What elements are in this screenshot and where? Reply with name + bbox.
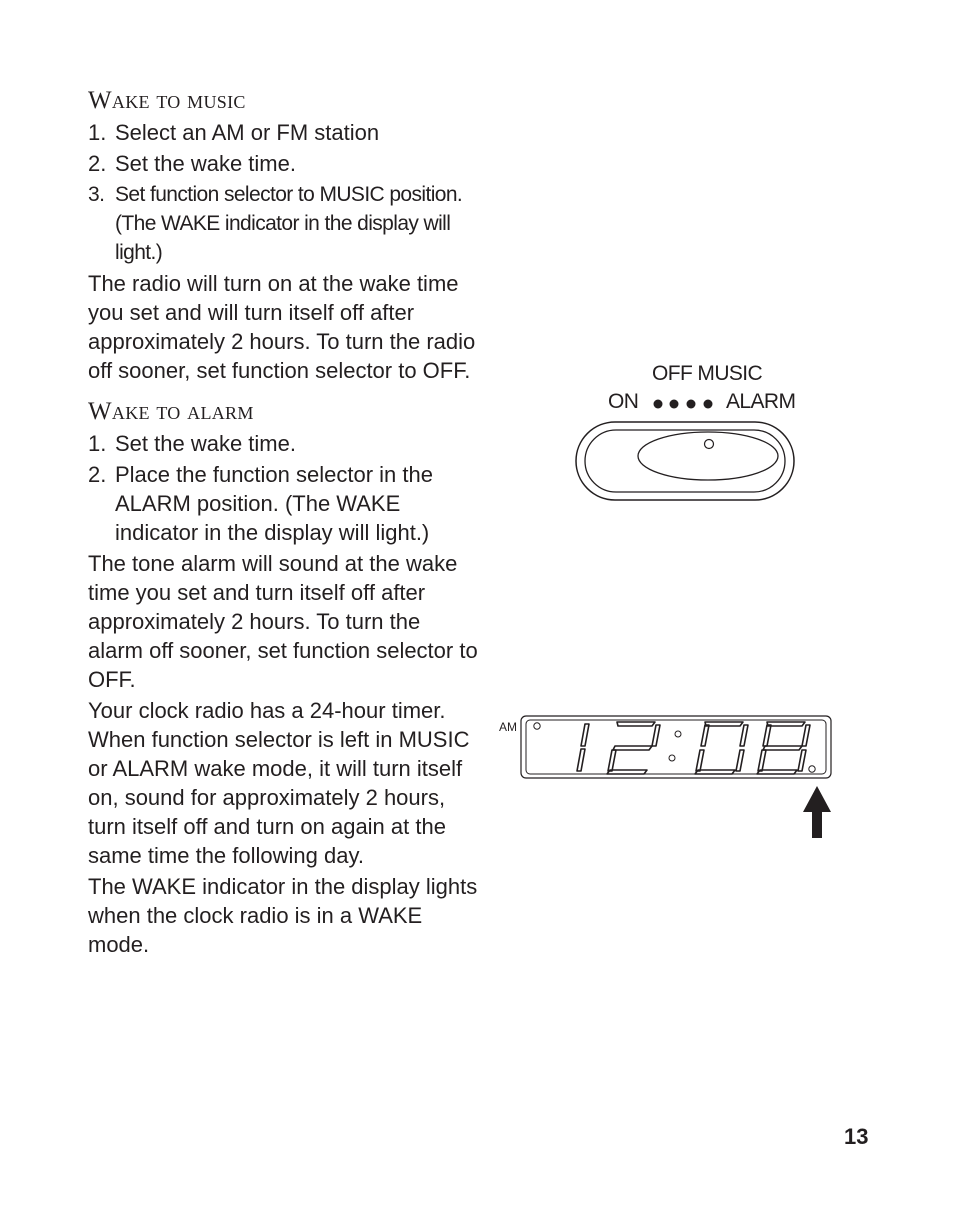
step-text: Set function selector to MUSIC position. (The WAKE indicator in the display will light.) [115,183,463,264]
step-number: 3. [88,183,105,206]
text-column [88,86,478,961]
list-item [88,118,478,147]
list-item [88,429,478,458]
digit-1 [577,724,589,771]
selector-label-off-music: OFF MUSIC [652,362,763,385]
step-number: 2. [88,151,107,176]
selector-label-alarm: ALARM [726,390,796,413]
colon-dot-bottom [669,755,675,761]
section-heading-wake-to-alarm: Wake to alarm [88,398,254,425]
function-selector-illustration [560,390,810,510]
digit-0 [695,722,748,774]
selector-label-on: ON [608,390,639,413]
list-item [88,149,478,178]
steps-wake-to-alarm [88,429,478,547]
step-text: Select an AM or FM station [115,120,380,145]
page-number: 13 [844,1124,869,1149]
step-number: 1. [88,431,107,456]
paragraph: The radio will turn on at the wake time you set and will turn itself off after approximately 2 hours. To turn the radio off sooner, set function selector to OFF. [88,271,476,383]
step-number: 1. [88,120,107,145]
paragraph: The WAKE indicator in the display lights when the clock radio is in a WAKE mode. [88,874,478,957]
step-number: 2. [88,462,107,487]
paragraph: Your clock radio has a 24-hour timer. When function selector is left in MUSIC or ALARM wake mode, it will turn itself on, sound for approximately 2 hours, turn itself off and turn on again at the same time the following day. [88,698,470,868]
section-heading-wake-to-music: Wake to music [88,87,246,114]
list-item [88,460,478,547]
step-text: Place the function selector in the ALARM position. (The WAKE indicator in the display will light.) [115,462,433,545]
arrow-up-icon [803,786,831,838]
wake-indicator-dot [809,766,815,772]
colon-dot-top [675,731,681,737]
paragraph: The tone alarm will sound at the wake time you set and turn itself off after approximately 2 hours. To turn the alarm off sooner, set function selector to OFF. [88,551,478,692]
step-text: Set the wake time. [115,431,296,456]
steps-wake-to-music [88,118,478,267]
display-am-label: AM [499,720,517,734]
list-item [88,180,478,267]
position-dots [654,400,713,409]
am-indicator-dot [534,723,540,729]
display-frame-inner [526,720,826,774]
step-text: Set the wake time. [115,151,296,176]
clock-display-illustration [515,710,845,845]
digit-8 [757,722,810,774]
digit-2 [607,722,660,774]
